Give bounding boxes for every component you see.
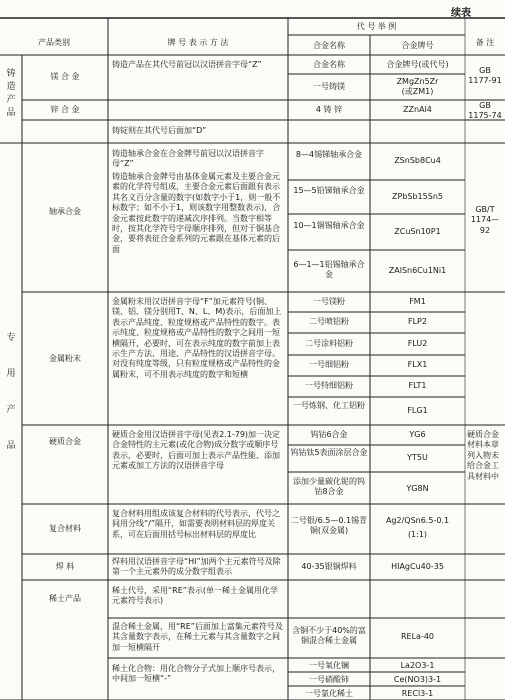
rare-compound-name: 一号氯化稀土: [305, 689, 353, 698]
mg-note: GB 1177-91: [468, 66, 502, 86]
bearing-example-name: 15—5铅锑轴承合金: [293, 186, 365, 195]
header-alloy-grade: 合金牌号: [401, 41, 434, 50]
continued-label: 续表: [451, 8, 471, 19]
hard-example-name: 钨钴钛5表面涂层合金: [290, 448, 368, 457]
powder-example-grade: FLT1: [408, 381, 427, 390]
mg-example-name: 一号铸镁: [313, 82, 345, 91]
hard-example-grade: YG6: [409, 430, 426, 439]
bearing-method-2: 铸造轴承合金牌号由基体金属元素及主要合金元素的化学符号组成，主要合金元素后面跟有表示其名义百分含量的数字(如数字小于1，则一般不标数字；如不小于1，则该数字用整数表示)，合金元素按此数字的递减次序排列。当数字相等时，按其化学符号字母顺序排列，但对于铜基合金，要将表征合金系列的元素跟在基体元素的后面: [112, 172, 281, 254]
powder-name: 金属粉末: [49, 354, 81, 363]
solder-name: 焊 料: [55, 562, 75, 571]
powder-example-grade: FLU2: [407, 339, 428, 348]
hard-alloy-method: 硬质合金用汉语拼音字母(见表2.1-79)加一决定合金特性的主元素(或化合物)成分数字或顺序号表示，必要时，后面可加上表示产品性能、添加元素或加工方法的汉语拼音字母: [112, 430, 281, 471]
zn-alloy-name: 锌 合 金: [50, 105, 80, 114]
solder-example-grade: HIAgCu40-35: [391, 562, 444, 571]
zn-example-grade: ZZnAl4: [403, 105, 432, 114]
rare-earth-mix-method: 混合稀土金属，用“RE”后面加上富集元素符号及其含量数字表示，在稀土元素与其含量数字之间加一短横隔开: [112, 622, 283, 652]
bearing-example-grade: ZPbSb15Sn5: [392, 192, 443, 201]
cast-example-header-grade: 合金牌号(或代号): [386, 60, 449, 69]
mg-alloy-name: 镁 合 金: [50, 72, 80, 81]
rare-earth-mix-name: 含铜不少于40%的富铜混合稀土金属: [292, 626, 366, 646]
cast-method: 铸造产品在其代号前冠以汉语拼音字母“Z”: [112, 60, 262, 69]
hard-alloy-name: 硬质合金: [49, 437, 81, 446]
powder-example-grade: FLP2: [408, 317, 427, 326]
composite-example-ratio: (1:1): [407, 530, 428, 539]
solder-method: 焊料用汉语拼音字母“HI”加两个主元素符号及除第一个主元素外的成分数字组表示: [112, 557, 281, 577]
powder-example-name: 一号炼钢、化工铝粉: [293, 401, 365, 410]
header-method: 牌 号 表 示 方 法: [167, 38, 229, 47]
rare-compound-name: 一号硝酸铈: [309, 675, 349, 684]
composite-example-grade: Ag2/QSn6.5-0.1: [385, 516, 450, 525]
solder-example-name: 40-35银铜焊料: [301, 562, 357, 571]
rare-earth-code-rule: 稀土代号，采用“RE”表示(单一稀土金属用化学元素符号表示): [112, 586, 279, 606]
rare-earth-name: 稀土产品: [49, 594, 81, 603]
bearing-example-grade: ZSnSb8Cu4: [394, 156, 441, 165]
powder-example-name: 一号细铝粉: [309, 360, 349, 369]
bearing-example-name: 10—1铜锡轴承合金: [293, 221, 365, 230]
mg-example-grade: ZMgZn5Zr: [396, 77, 439, 86]
bearing-example-grade: ZAlSn6Cu1Ni1: [388, 266, 447, 275]
rare-compound-grade: Ce(NO3)3-1: [393, 675, 442, 684]
rare-earth-compound-method: 稀土化合物：用化合物分子式加上顺序号表示，中间加一短横“-”: [112, 664, 280, 684]
powder-example-name: 二号喷铝粉: [309, 317, 349, 326]
bearing-method-1: 铸造轴承合金在合金牌号前冠以汉语拼音字母“Z”: [112, 149, 264, 169]
cast-group-label: 铸造产品: [6, 69, 16, 118]
powder-example-name: 一号特细铝粉: [305, 381, 353, 390]
header-example: 代 号 举 例: [356, 22, 397, 31]
header-note: 备 注: [475, 38, 495, 47]
hard-example-grade: YG8N: [406, 484, 429, 493]
bearing-note: GB/T 1174—92: [470, 205, 500, 235]
powder-example-grade: FLG1: [407, 406, 428, 415]
ingot-rule: 铸锭则在其代号后面加“D”: [112, 126, 207, 135]
powder-method: 金属粉末用汉语拼音字母“F”加元素符号(铜、镁、铝、镁分别用T、N、L、M)表示，后面加上表示产品纯度、粒度规格或产品特性的数字。表示纯度、粒度规格或产品特性的数字之间用一短横隔开，必要时，可在表示纯度的数字前加上表示生产方法、用途、产品特性的汉语拼音字母。对没有纯度等级，只有粒度规格或产品特性的金属粉末，可不用表示纯度的数字和短横: [112, 297, 282, 379]
rare-earth-mix-grade: RELa-40: [400, 632, 435, 641]
rare-compound-grade: La2O3-1: [400, 661, 435, 670]
zn-example-name: 4 铸 锌: [315, 105, 343, 114]
bearing-alloy-name: 轴承合金: [49, 207, 81, 216]
bearing-example-grade: ZCuSn10P1: [394, 227, 441, 236]
bearing-example-name: 8—4锡锑轴承合金: [295, 150, 363, 159]
composite-example-name: 二号银/6.5—0.1锡青铜(双金属): [290, 516, 368, 536]
rare-compound-grade: RECl3-1: [401, 689, 434, 698]
header-alloy-name: 合金名称: [313, 41, 345, 50]
mg-example-grade-alt: (或ZM1): [401, 87, 434, 96]
powder-example-grade: FM1: [409, 297, 426, 306]
bearing-example-name: 6—1—1铝锡轴承合金: [293, 260, 365, 280]
hard-alloy-note: 硬质合金材料本章列入物未给合金工具材料中: [467, 430, 499, 481]
cast-example-header-name: 合金名称: [313, 60, 345, 69]
composite-name: 复合材料: [49, 524, 81, 533]
powder-example-name: 一号镁粉: [313, 297, 345, 306]
zn-note: GB 1175-74: [468, 101, 502, 121]
hard-example-name: 添加少量碳化铌的钨钴8合金: [293, 477, 365, 497]
hard-example-grade: YT5U: [407, 453, 428, 462]
composite-method: 复合材料用组成该复合材料的代号表示，代号之间用分线“/”隔开，如需要表明材料层的厚度关系，可在后面用括号标出材料层的厚度比: [112, 509, 280, 539]
special-group-label: 专用产品: [6, 333, 16, 451]
powder-example-name: 二号涂料铝粉: [305, 339, 353, 348]
header-category: 产品类别: [38, 38, 70, 47]
rare-compound-name: 一号氧化镧: [309, 661, 349, 670]
powder-example-grade: FLX1: [407, 360, 428, 369]
hard-example-name: 钨钴6合金: [310, 430, 348, 439]
